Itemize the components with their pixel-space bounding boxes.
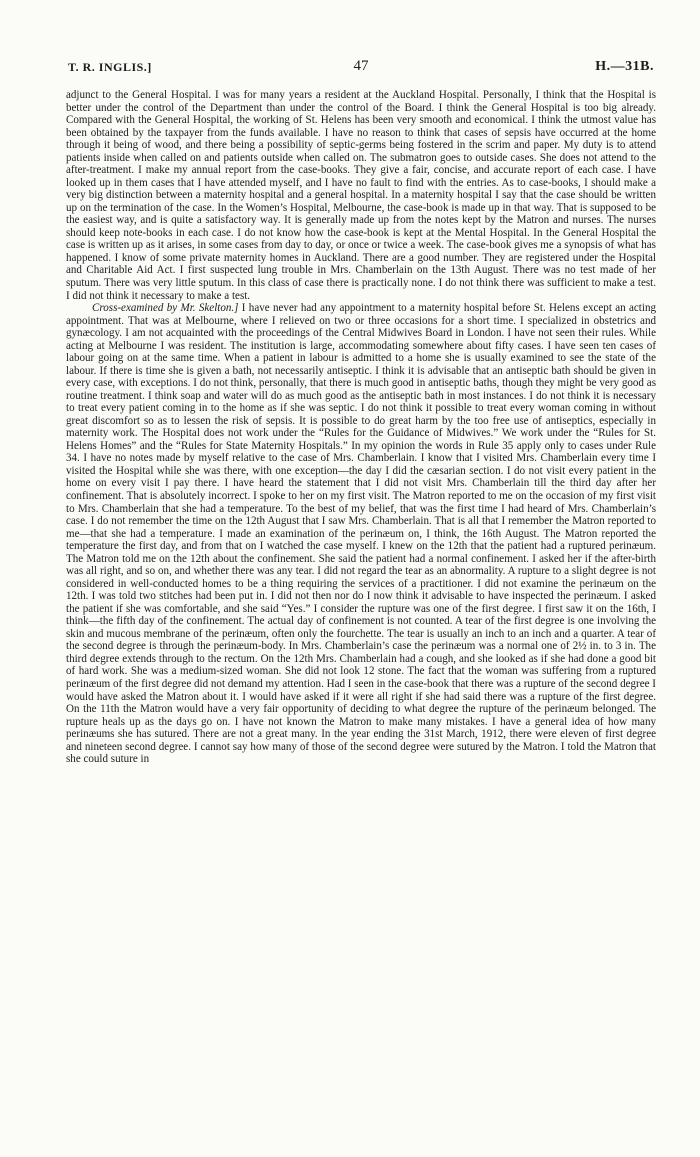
- running-header: [68, 58, 654, 78]
- cross-examination-lead: Cross-examined by Mr. Skelton.]: [92, 302, 239, 315]
- witness-name: T. R. INGLIS.]: [68, 60, 152, 74]
- document-reference: H.—31B.: [595, 59, 654, 74]
- paragraph-2-text: I have never had any appointment to a maternity hospital before St. Helens except an acting appointment. That was at Melbourne, where I relieved on two or three occasions for a short time. I specialized in obstetrics and gynæcology. I am not acquainted with the proceedings of the Central Midwives Board in London. I have not seen their rules. While acting at Melbourne I was resident. The institution is large, accommodating somewhere about fifty cases. I have seen ten cases of labour going on at the same time. When a patient in labour is admitted to a home she is usually examined to see the state of the labour. If there is time she is given a bath, not necessarily antiseptic. I think it is advisable that an antiseptic bath should be given in every case, with exceptions. I do not think, personally, that there is much good in antiseptic baths, though they might be very good as routine treatment. I think soap and water will do as much good as the antiseptic bath in most instances. I do not think it is necessary to treat every patient coming in to the home as if she was septic. I do not think it possible to treat every woman coming in without great discomfort so as to lessen the risk of sepsis. It is possible to do great harm by the too free use of antiseptics, especially in maternity work. The Hospital does not work under the “Rules for the Guidance of Midwives.” We work under the “Rules for St. Helens Homes” and the “Rules for State Maternity Hospitals.” In my opinion the words in Rule 35 apply only to cases under Rule 34. I have no notes made by myself relative to the case of Mrs. Chamberlain. I know that I visited Mrs. Chamberlain every time I visited the Hospital while she was there, with one exception—the day I did the cæsarian section. I do not visit every patient in the home on every visit I pay there. I have heard the statement that I did not visit Mrs. Chamberlain till the third day after her confinement. That is absolutely incorrect. I spoke to her on my first visit. The Matron reported to me on the occasion of my first visit to Mrs. Chamberlain that she had a temperature. To the best of my belief, that was the first time I had heard of Mrs. Chamberlain’s case. I do not remember the time on the 12th August that I saw Mrs. Chamberlain. That is all that I remember the Matron reported to me—that she had a temperature. I made an examination of the perinæum on, I think, the 16th August. The Matron reported the temperature the first day, and from that on I watched the case myself. I knew on the 12th that the patient had a ruptured perinæum. The Matron told me on the 12th about the confinement. She said the patient had a normal confinement. I asked her if the after-birth was all right, and so on, and whether there was any tear. I did not regard the tear as an abnormality. A rupture to a slight degree is not considered in well-conducted homes to be a thing requiring the services of a practitioner. I did not examine the perinæum on the 12th. I was told two stitches had been put in. I did not then nor do I now think it advisable to have inspected the perinæum. I asked the patient if she was comfortable, and she said “Yes.” I consider the rupture was one of the first degree. I first saw it on the 16th, I think—the fifth day of the confinement. The actual day of confinement is not counted. A tear of the first degree is one involving the skin and mucous membrane of the perinæum, often only the fourchette. The tear is usually an inch to an inch and a quarter. A tear of the second degree is through the perinæum-body. In Mrs. Chamberlain’s case the perinæum was a normal one of 2½ in. to 3 in. The third degree extends through to the rectum. On the 12th Mrs. Chamberlain had a cough, and she looked as if she had done a good bit of hard work. She was a medium-sized woman. She did not look 12 stone. The fact that the woman was suffering from a ruptured perinæum of the first degree did not demand my attention. Had I seen in the case-book that there was a rupture of the second degree I would have asked the Matron about it. I would have asked if it were all right if she had said there was a rupture of the first degree. On the 11th the Matron would have a very fair opportunity of deciding to what degree the rupture of the perinæum belonged. The rupture heals up as the days go on. I have not known the Matron to make many mistakes. I have a general idea of how many perinæums she has sutured. There are not a great many. In the year ending the 31st March, 1912, there were eleven of first degree and nineteen second degree. I cannot say how many of those of the second degree were sutured by the Matron. I told the Matron that she could suture in: [66, 302, 656, 766]
- page-number: 47: [353, 58, 369, 74]
- body-text: [66, 89, 656, 766]
- paragraph-2: [66, 302, 656, 766]
- paragraph-1: adjunct to the General Hospital. I was for many years a resident at the Auckland Hospital. Personally, I think that the Hospital is better under the control of the Department than under the control of the Board. I think the General Hospital is too big already. Compared with the General Hospital, the working of St. Helens has been very smooth and economical. I think the utmost value has been obtained by the taxpayer from the funds available. I have no reason to think that cases of sepsis have occurred at the home through it being of wood, and there being a possibility of septic-germs being fostered in the scrim and paper. My duty is to attend patients inside when called on and patients outside when called on. The submatron goes to outside cases. She does not attend to the after-treatment. I make my annual report from the case-books. They give a fair, concise, and accurate report of each case. I have looked up in them cases that I have attended myself, and I have no fault to find with the entries. As to case-books, I should make a very big distinction between a maternity hospital and a general hospital. In a maternity hospital I say that the case should be written up on the termination of the case. In the Women’s Hospital, Melbourne, the case-book is made up in that way. That is supposed to be the easiest way, and is quite a satisfactory way. It is generally made up from the notes kept by the Matron and nurses. The nurses should keep note-books in each case. I do not know how the case-book is kept at the Mental Hospital. In the General Hospital the case is written up as it arises, in some cases from day to day, or once or twice a week. The case-book gives me a synopsis of what has happened. I know of some private maternity homes in Auckland. There are a good number. They are registered under the Hospital and Charitable Aid Act. I first suspected lung trouble in Mrs. Chamberlain on the 13th August. There was no test made of her sputum. There was very little sputum. In this class of case there is practically none. I do not think there was sufficient to make a test. I did not think it necessary to make a test.: [66, 89, 656, 302]
